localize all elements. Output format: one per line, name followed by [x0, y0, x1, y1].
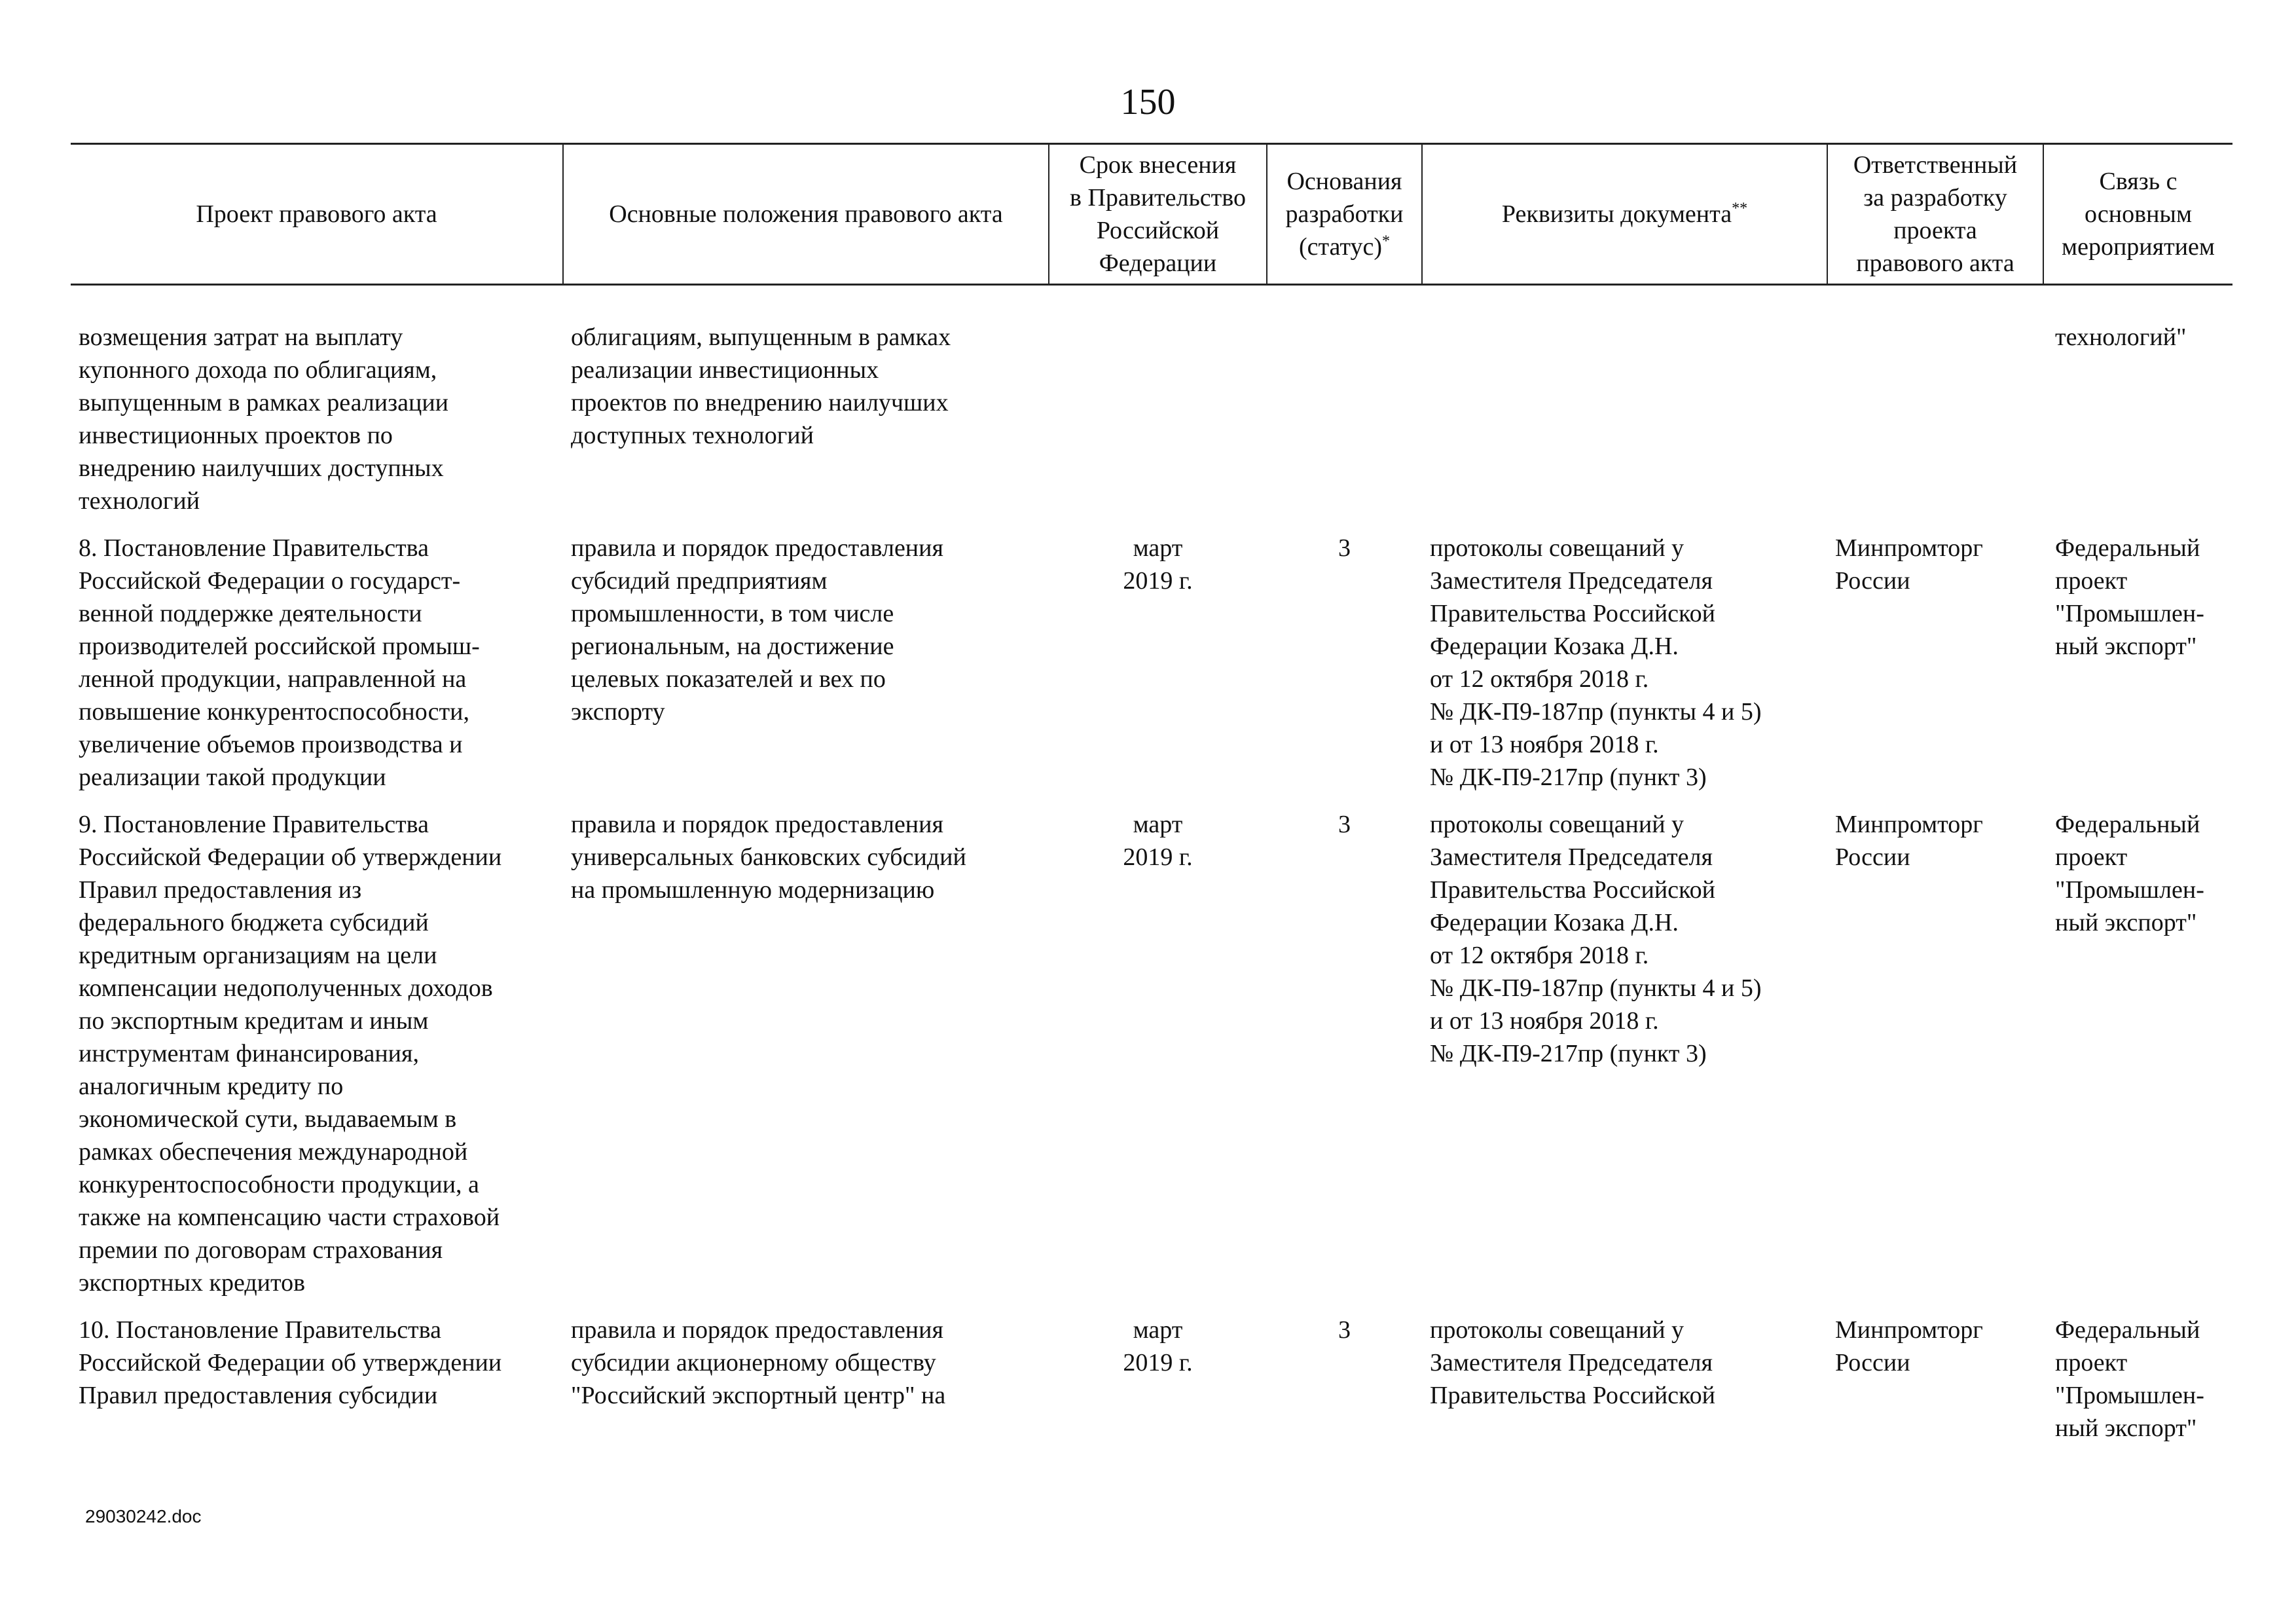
header-link-label: Связь с основным мероприятием: [2062, 168, 2215, 261]
header-requisites-label: Реквизиты документа: [1501, 200, 1732, 228]
header-responsible: [1827, 144, 2043, 285]
cell-link: технологий": [2055, 323, 2187, 351]
cell-requisites: протоколы совещаний у Заместителя Председателя Правительства Российской: [1430, 1316, 1715, 1409]
table-row: [71, 285, 2232, 518]
table-header-row: [71, 144, 2232, 285]
cell-deadline: март 2019 г.: [1123, 534, 1193, 595]
cell-provisions: облигациям, выпущенным в рамках реализации инвестиционных проектов по внедрению наилучших доступных технологий: [571, 323, 951, 449]
cell-requisites: протоколы совещаний у Заместителя Председателя Правительства Российской Федерации Козака Д.Н. от 12 октября 2018 г. № ДК-П9-187пр (пункты 4 и 5) и от 13 ноября 2018 г. № ДК-П9-217пр (пункт 3): [1430, 811, 1762, 1067]
header-deadline: [1049, 144, 1267, 285]
header-basis: [1267, 144, 1422, 285]
table-row: [71, 1299, 2232, 1445]
cell-basis: 3: [1338, 811, 1351, 838]
header-requisites: [1422, 144, 1827, 285]
cell-responsible: Минпромторг России: [1835, 534, 1983, 595]
page-number: 150: [1120, 82, 1176, 122]
table-row: [71, 794, 2232, 1299]
cell-project: возмещения затрат на выплату купонного дохода по облигациям, выпущенным в рамках реализации инвестиционных проектов по внедрению наилучших доступных технологий: [79, 323, 449, 515]
cell-link: Федеральный проект "Промышлен- ный экспорт": [2055, 811, 2204, 936]
cell-responsible: [1827, 285, 2043, 518]
header-provisions: [563, 144, 1049, 285]
table-row: [71, 517, 2232, 794]
cell-provisions: правила и порядок предоставления субсидии акционерному обществу "Российский экспортный центр" на: [571, 1316, 946, 1409]
cell-responsible: Минпромторг России: [1835, 1316, 1983, 1376]
cell-deadline: март 2019 г.: [1123, 811, 1193, 871]
cell-deadline: март 2019 г.: [1123, 1316, 1193, 1376]
cell-link: Федеральный проект "Промышлен- ный экспорт": [2055, 534, 2204, 660]
cell-project: 8. Постановление Правительства Российской Федерации о государст- венной поддержке деятельности производителей российской промыш- ленной продукции, направленной на повышение конкурентоспособности, увеличение объемов производства и реализации такой продукции: [79, 534, 480, 791]
header-link: [2043, 144, 2232, 285]
cell-responsible: Минпромторг России: [1835, 811, 1983, 871]
header-project-label: Проект правового акта: [196, 200, 437, 228]
cell-requisites: [1422, 285, 1827, 518]
header-responsible-label: Ответственный за разработку проекта правового акта: [1853, 151, 2018, 277]
header-project: [71, 144, 563, 285]
header-deadline-label: Срок внесения в Правительство Российской Федерации: [1070, 151, 1246, 277]
cell-provisions: правила и порядок предоставления универсальных банковских субсидий на промышленную модернизацию: [571, 811, 966, 904]
header-provisions-label: Основные положения правового акта: [609, 200, 1003, 228]
cell-provisions: правила и порядок предоставления субсидий предприятиям промышленности, в том числе региональным, на достижение целевых показателей и вех по экспорту: [571, 534, 943, 726]
legal-acts-table: [71, 143, 2232, 1445]
document-filename: 29030242.doc: [85, 1506, 202, 1526]
cell-link: Федеральный проект "Промышлен- ный экспорт": [2055, 1316, 2204, 1442]
cell-basis: 3: [1338, 1316, 1351, 1344]
cell-deadline: [1049, 285, 1267, 518]
cell-requisites: протоколы совещаний у Заместителя Председателя Правительства Российской Федерации Козака Д.Н. от 12 октября 2018 г. № ДК-П9-187пр (пункты 4 и 5) и от 13 ноября 2018 г. № ДК-П9-217пр (пункт 3): [1430, 534, 1762, 791]
cell-basis: 3: [1338, 534, 1351, 562]
cell-project: 10. Постановление Правительства Российской Федерации об утверждении Правил предоставления субсидии: [79, 1316, 502, 1409]
header-basis-footnote-mark: *: [1382, 232, 1391, 250]
cell-project: 9. Постановление Правительства Российской Федерации об утверждении Правил предоставления из федерального бюджета субсидий кредитным организациям на цели компенсации недополученных доходов по экспортным кредитам и иным инструментам финансирования, аналогичным кредиту по экономической сути, выдаваемым в рамках обеспечения международной конкурентоспособности продукции, а также на компенсацию части страховой премии по договорам страхования экспортных кредитов: [79, 811, 502, 1297]
header-basis-label: Основания разработки (статус): [1285, 168, 1404, 261]
cell-basis: [1267, 285, 1422, 518]
header-requisites-footnote-mark: **: [1732, 200, 1748, 217]
